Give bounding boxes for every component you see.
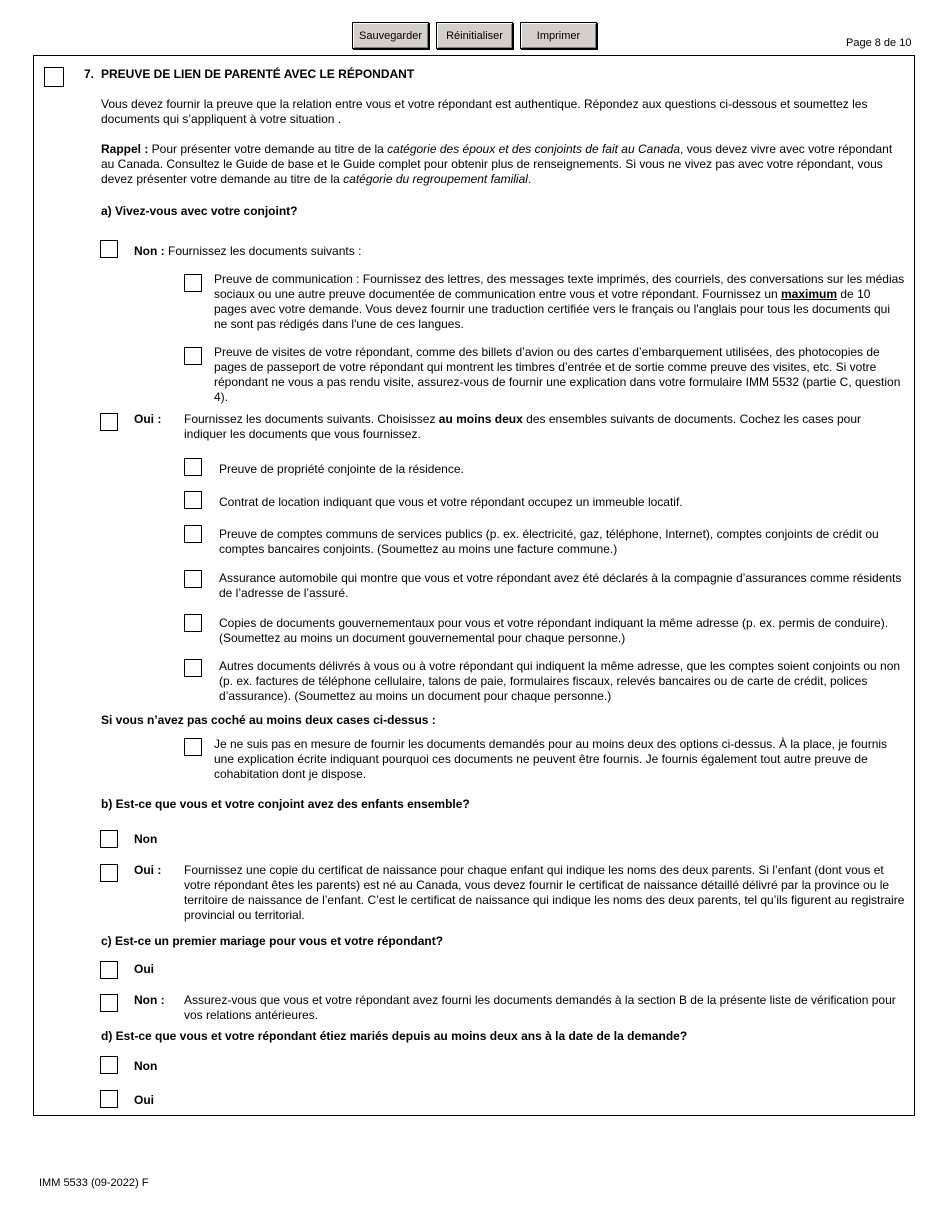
section-7-checkbox[interactable] [44,67,64,87]
qa-yes-item-text: Contrat de location indiquant que vous et votre répondant occupez un immeuble locatif. [219,495,683,509]
qa-yes-item-checkbox[interactable] [184,491,202,509]
reminder-emphasis-2: catégorie du regroupement familial [343,172,528,186]
reminder-text-3: . [527,172,532,186]
qa-yes-item-text: Preuve de comptes communs de services publics (p. ex. électricité, gaz, téléphone, Internet), comptes conjoints de crédit ou comptes bancaires conjoints. (Soumettez au moins une facture commune.) [219,527,879,556]
qc-no-label: Non : [134,993,165,1007]
qa-no-option [134,244,361,259]
qa-yes-item-text: Autres documents délivrés à vous ou à votre répondant qui indiquent la même adresse, que les comptes soient conjoints ou non (p. ex. factures de téléphone cellulaire, talons de paie, formulaires fiscaux, relevés bancaires ou de carte de crédit, polices d’assurance). (Soumettez au moins un document pour chaque personne.) [219,659,901,703]
qb-yes-label: Oui : [134,863,162,877]
qa-yes-text-1: Fournissez les documents suivants. Choisissez [184,412,439,426]
reminder-text-2: , vous devez vivre avec votre répondant au Canada. Consultez le Guide de base et le Guide complet pour obtenir plus de renseignements. Si vous ne vivez pas avec votre répondant, vous devez présenter votre demande au titre de la [101,142,893,186]
qc-no-text: Assurez-vous que vous et votre répondant avez fourni les documents demandés à la section B de la présente liste de vérification pour vos relations antérieures. [184,993,896,1022]
reminder-label: Rappel : [101,142,149,156]
fallback-checkbox[interactable] [184,738,202,756]
page-number: Page 8 de 10 [846,37,912,49]
qa-no-communication-text [214,272,906,332]
qb-no-checkbox[interactable] [100,830,118,848]
qa-yes-text [184,412,906,442]
qa-yes-item-text: Copies de documents gouvernementaux pour vous et votre répondant indiquant la même adresse (p. ex. permis de conduire). (Soumettez au moins un document gouvernemental pour chaque personne.) [219,616,889,645]
qd-yes-checkbox[interactable] [100,1090,118,1108]
qa-yes-text-2: des ensembles suivants de documents. Cochez les cases pour indiquer les documents que vous fournissez. [184,412,861,441]
reset-button[interactable]: Réinitialiser [436,22,513,49]
qb-yes-text: Fournissez une copie du certificat de naissance pour chaque enfant qui indique les noms des deux parents. Si l’enfant (dont vous et votre répondant êtes les parents) est né au Canada, vous devez fournir le certificat de naissance détaillé délivré par la province ou le territoire de naissance de l’enfant. C’est le certificat de naissance qui indique les noms des deux parents, tel qu’ils figurent au registraire provincial ou territorial. [184,863,905,922]
fallback-heading: Si vous n’avez pas coché au moins deux cases ci-dessus : [101,713,436,727]
qd-no-label: Non [134,1059,158,1073]
reminder-paragraph [101,142,906,187]
print-button[interactable]: Imprimer [520,22,597,49]
qa-no-label: Non : [134,244,165,258]
section-number: 7. [84,67,95,81]
communication-maximum: maximum [781,287,838,301]
qa-no-visits-checkbox[interactable] [184,347,202,365]
qb-no-label: Non [134,832,158,846]
qa-yes-item-text: Assurance automobile qui montre que vous et votre répondant avez été déclarés à la compagnie d’assurances comme résidents de l’adresse de l’assuré. [219,571,902,600]
qa-yes-item-checkbox[interactable] [184,614,202,632]
qd-yes-label: Oui [134,1093,154,1107]
qa-yes-item-checkbox[interactable] [184,570,202,588]
fallback-text: Je ne suis pas en mesure de fournir les documents demandés pour au moins deux des options ci-dessus. À la place, je fournis une explication écrite indiquant pourquoi ces documents ne peuvent être fournis. Je fournis également tout autre preuve de cohabitation dont je dispose. [214,737,888,781]
qa-no-visits-text: Preuve de visites de votre répondant, comme des billets d’avion ou des cartes d’embarquement utilisées, des photocopies de pages de passeport de votre répondant qui montrent les timbres d’entrée et de sortie comme preuve des visites, etc. Si votre répondant ne vous a pas rendu visite, assurez-vous de fournir une explication dans votre formulaire IMM 5532 (partie C, question 4). [214,345,901,404]
reminder-emphasis-1: catégorie des époux et des conjoints de fait au Canada [387,142,681,156]
qa-yes-item-checkbox[interactable] [184,525,202,543]
qa-no-communication-checkbox[interactable] [184,274,202,292]
qa-yes-item-checkbox[interactable] [184,659,202,677]
save-button[interactable]: Sauvegarder [352,22,429,49]
qc-yes-label: Oui [134,962,154,976]
communication-text-2: de 10 pages avec votre demande. Vous devez fournir une traduction certifiée vers le français ou l'anglais pour tous les documents qui ne sont pas rédigés dans l'une de ces langues. [214,287,891,331]
section-intro: Vous devez fournir la preuve que la relation entre vous et votre répondant est authentique. Répondez aux questions ci-dessous et soumettez les documents qui s’appliquent à votre situation . [101,97,868,126]
qa-yes-item-checkbox[interactable] [184,458,202,476]
qa-yes-item-text: Preuve de propriété conjointe de la résidence. [219,462,464,476]
question-c: c) Est-ce un premier mariage pour vous et votre répondant? [101,934,444,948]
question-a: a) Vivez-vous avec votre conjoint? [101,204,298,218]
communication-text-1: Preuve de communication : Fournissez des lettres, des messages texte imprimés, des courriels, des conversations sur les médias sociaux ou une autre preuve documentée de communication entre vous et votre répondant. Fournissez un [214,272,905,301]
qc-yes-checkbox[interactable] [100,961,118,979]
qa-no-text: Fournissez les documents suivants : [164,244,362,258]
question-b: b) Est-ce que vous et votre conjoint avez des enfants ensemble? [101,797,470,811]
section-title: PREUVE DE LIEN DE PARENTÉ AVEC LE RÉPONDANT [101,67,415,81]
qa-yes-checkbox[interactable] [100,413,118,431]
qa-yes-label: Oui : [134,412,162,426]
qa-no-checkbox[interactable] [100,240,118,258]
qd-no-checkbox[interactable] [100,1056,118,1074]
question-d: d) Est-ce que vous et votre répondant étiez mariés depuis au moins deux ans à la date de la demande? [101,1029,688,1043]
qb-yes-checkbox[interactable] [100,864,118,882]
reminder-text-1: Pour présenter votre demande au titre de la [148,142,388,156]
qa-yes-emphasis: au moins deux [438,412,523,426]
form-footer: IMM 5533 (09-2022) F [39,1177,149,1189]
qc-no-checkbox[interactable] [100,994,118,1012]
